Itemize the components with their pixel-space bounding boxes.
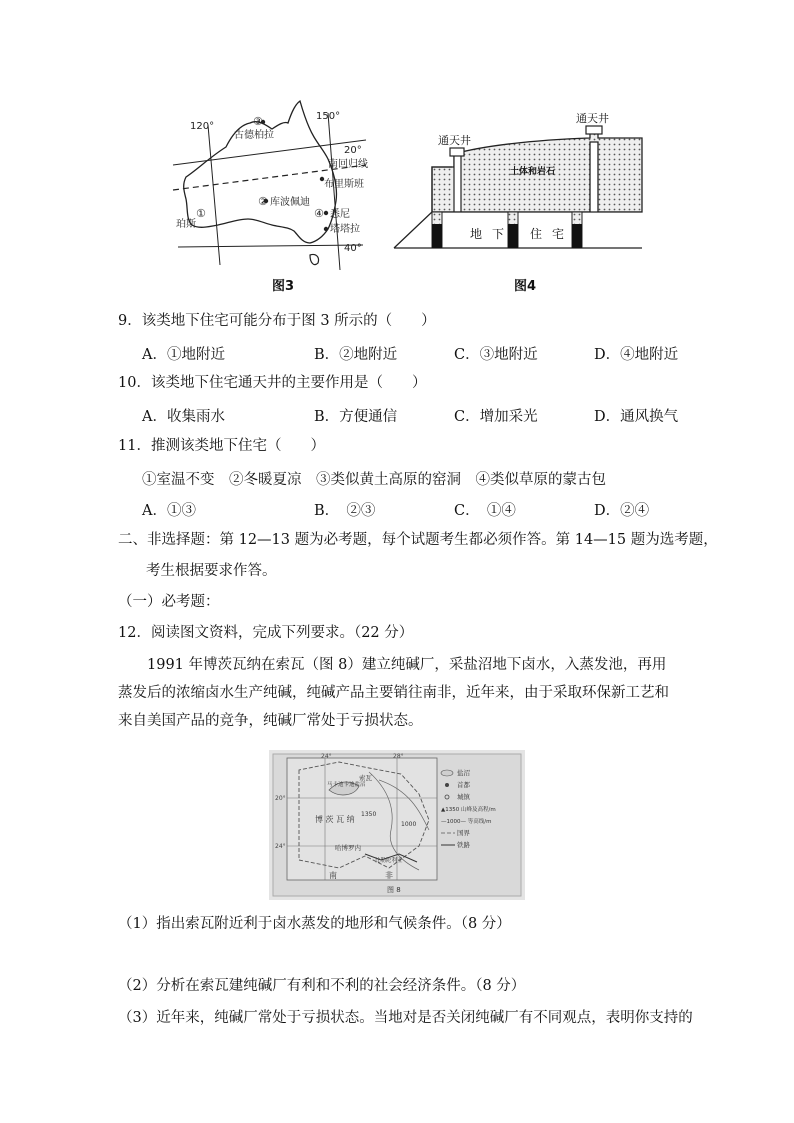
q10-option-a: A．收集雨水 (142, 409, 225, 425)
house-char-1: 地 (470, 227, 483, 241)
fig8-legend-capital: 首都 (457, 781, 470, 789)
subsection-required: （一）必考题： (118, 594, 220, 610)
question-11-stem: 11．推测该类地下住宅（ ） (118, 438, 325, 454)
q10-option-d: D．通风换气 (594, 409, 679, 425)
place-tumut: 塔塔拉 (330, 224, 360, 235)
figure-8-map (269, 750, 525, 900)
q12-subquestion-3: （3）近年来，纯碱厂常处于亏损状态。当地对是否关闭纯碱厂有不同观点，表明你支持的 (118, 1010, 693, 1026)
lat-20-label: 20° (344, 145, 362, 156)
figure-4-diagram (392, 112, 647, 252)
fig8-peak-label: 1350 (361, 811, 377, 818)
fig8-contour-label: 1000 (401, 821, 417, 828)
q11-option-c: C． ①④ (454, 503, 516, 519)
lat-40-label: 40° (344, 243, 362, 254)
section-2-heading: 二、非选择题：第 12—13 题为必考题，每个试题考生都必须作答。第 14—15 题为选考题， (118, 532, 718, 548)
figure-3-caption: 图3 (272, 279, 295, 294)
figure-3-map (168, 95, 368, 280)
question-9-stem: 9．该类地下住宅可能分布于图 3 所示的（ ） (118, 313, 436, 329)
fig8-lon-28: 28° (393, 753, 404, 760)
q9-option-b: B．②地附近 (314, 347, 398, 363)
shaft-right-label: 通天井 (576, 112, 609, 125)
house-char-2: 下 (492, 227, 505, 241)
place-perth: 珀斯 (176, 219, 196, 230)
q10-option-c: C．增加采光 (454, 409, 538, 425)
q11-option-a: A．①③ (142, 503, 196, 519)
fig8-lat-24: 24° (275, 843, 286, 850)
fig8-suowa-label: 索瓦 (359, 774, 372, 782)
figure-8-caption: 图 8 (387, 886, 401, 894)
q11-option-b: B． ②③ (314, 503, 376, 519)
fig8-salt-label: 马卡迪卡迪盐沼 (327, 782, 366, 788)
q9-option-d: D．④地附近 (594, 347, 679, 363)
house-char-3: 住 (530, 227, 543, 241)
fig8-legend-railway: 铁路 (457, 841, 470, 849)
rock-label: 土体和岩石 (510, 167, 556, 177)
fig8-legend-peak: ▲1350 山峰及高程/m (441, 807, 496, 813)
q12-subquestion-1: （1）指出索瓦附近利于卤水蒸发的地形和气候条件。（8 分） (118, 916, 511, 932)
fig8-gaborone-label: 哈博罗内 (335, 844, 361, 852)
q10-option-b: B．方便通信 (314, 409, 398, 425)
place-sydney: 悉尼 (330, 209, 350, 220)
fig8-lat-20: 20° (275, 795, 286, 802)
fig8-botswana-label: 博 茨 瓦 纳 (315, 815, 355, 824)
question-12-paragraph: 1991 年博茨瓦纳在索瓦（图 8）建立纯碱厂，采盐沼地下卤水，入蒸发池，再用蒸发后的浓缩卤水生产纯碱，纯碱产品主要销往南非，近年来，由于采取环保新工艺和来自美国产品的竞争，纯碱厂常处于亏损状态。 (118, 657, 669, 729)
q9-option-a: A．①地附近 (142, 347, 225, 363)
lon-120-label: 120° (190, 121, 215, 132)
place-marker-3: ③ (253, 115, 263, 128)
question-12-stem: 12．阅读图文资料，完成下列要求。（22 分） (118, 625, 414, 641)
place-marker-2: ② (258, 195, 268, 208)
fig8-legend-border: 国界 (457, 829, 470, 837)
q9-option-c: C．③地附近 (454, 347, 538, 363)
fig8-legend-town: 城镇 (457, 793, 470, 801)
fig8-lon-24: 24° (321, 753, 332, 760)
section-2-heading-cont: 考生根据要求作答。 (146, 563, 277, 579)
fig8-south-label: 南 (329, 871, 337, 880)
place-brisbane: 布里斯班 (324, 179, 364, 190)
place-marker-1: ① (196, 207, 206, 220)
fig8-africa-label: 非 (385, 871, 393, 880)
place-kubo: 库波佩迪 (270, 197, 310, 208)
question-10-stem: 10．该类地下住宅通天井的主要作用是（ ） (118, 375, 427, 391)
lon-150-label: 150° (316, 111, 341, 122)
fig8-pretoria-label: 比勒陀利亚 (375, 858, 403, 864)
tropic-label: 南回归线 (328, 159, 368, 170)
house-char-4: 宅 (552, 227, 565, 241)
figure-4-caption: 图4 (514, 279, 537, 294)
q11-items: ①室温不变 ②冬暖夏凉 ③类似黄土高原的窑洞 ④类似草原的蒙古包 (142, 472, 606, 488)
q11-option-d: D．②④ (594, 503, 650, 519)
fig8-legend-salt: 盐沼 (457, 769, 470, 777)
place-marker-4: ④ (314, 207, 324, 220)
fig8-legend-contour: —1000— 等高线/m (441, 819, 492, 825)
place-gudeng: 古德柏拉 (234, 130, 274, 141)
shaft-left-label: 通天井 (438, 134, 471, 147)
q12-subquestion-2: （2）分析在索瓦建纯碱厂有利和不利的社会经济条件。（8 分） (118, 978, 526, 994)
